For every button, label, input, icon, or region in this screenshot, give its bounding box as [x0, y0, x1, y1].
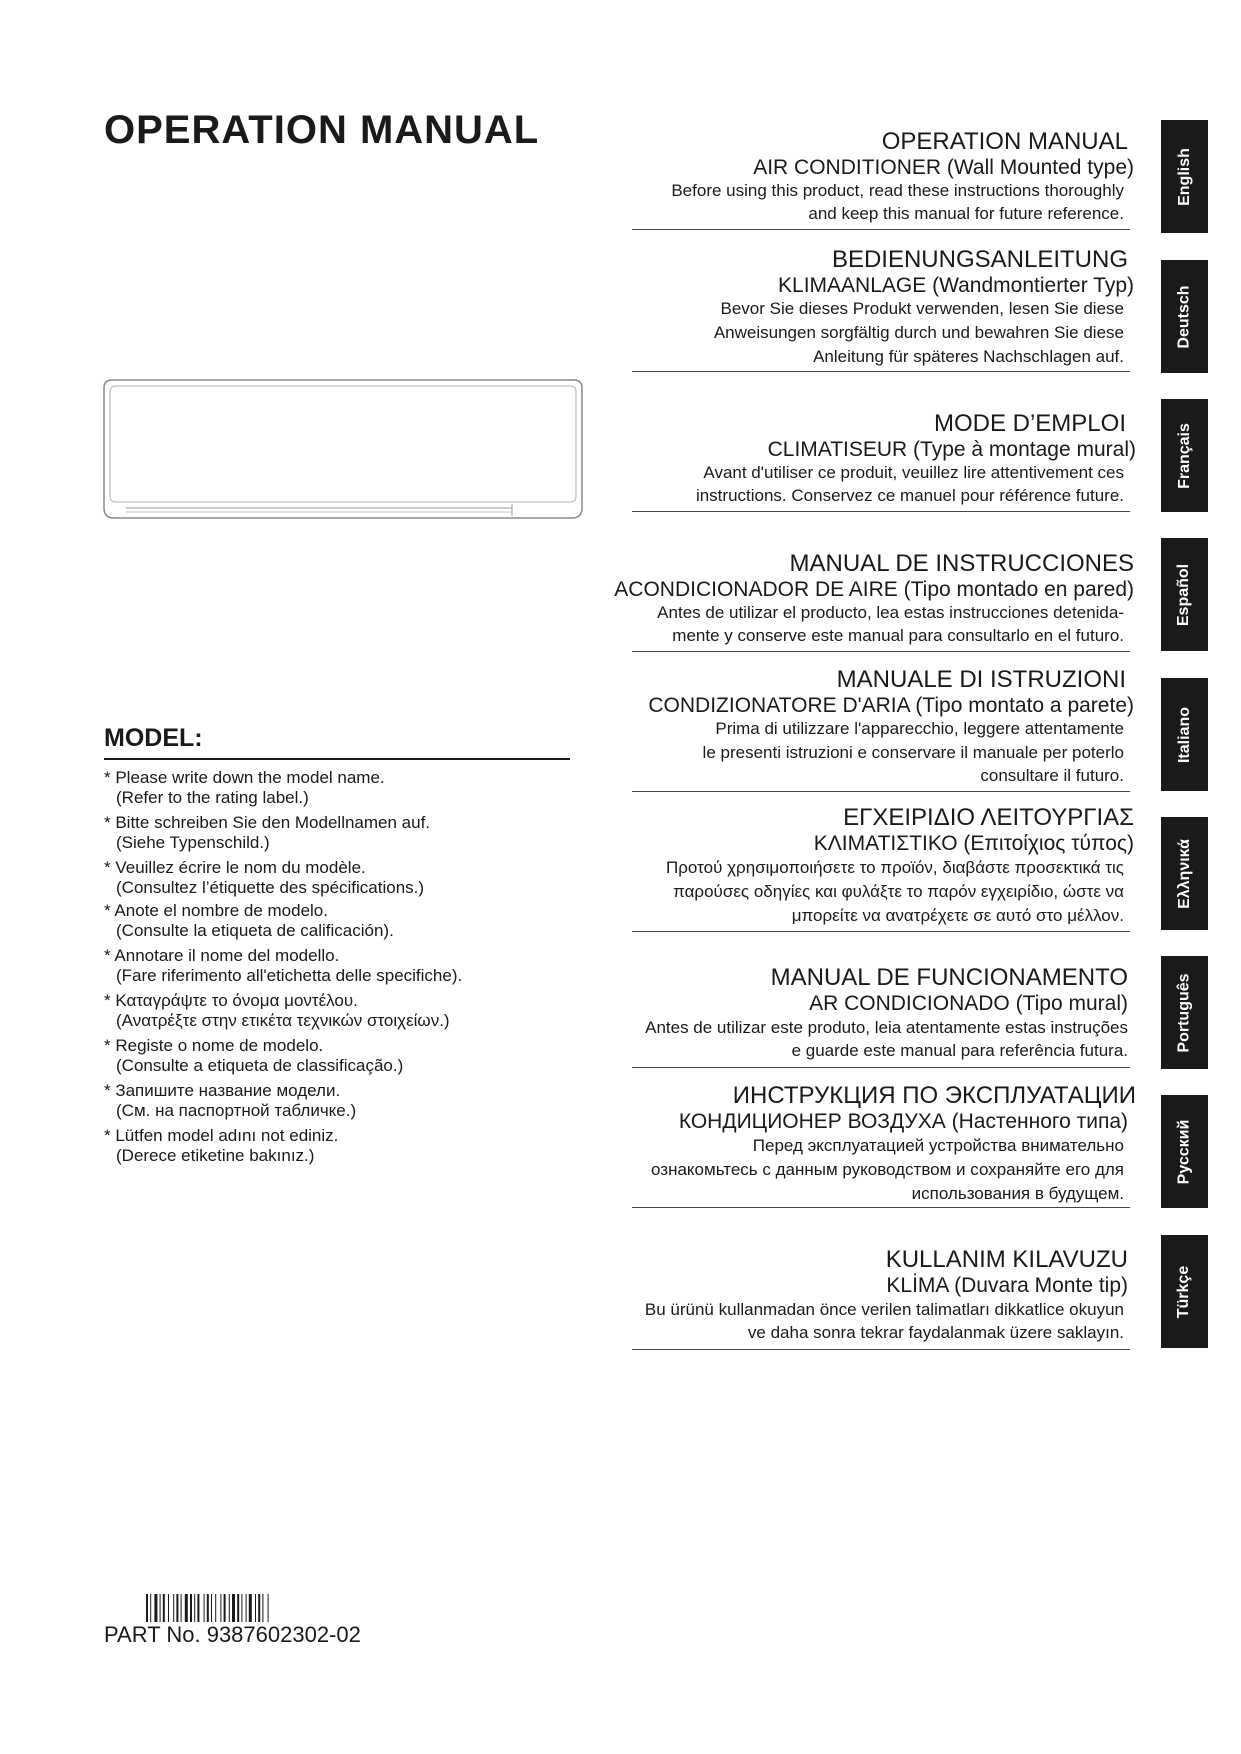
section-text-line: Avant d'utiliser ce produit, veuillez lire attentivement ces	[703, 463, 1124, 482]
section-title: MANUALE DI ISTRUZIONI	[836, 666, 1126, 693]
section-divider	[632, 1349, 1130, 1350]
tab-portugues[interactable]	[1161, 956, 1208, 1069]
model-instruction-line: * Registe o nome de modelo.	[104, 1036, 324, 1055]
section-title: ΕΓΧΕΙΡΙΔΙΟ ΛΕΙΤΟΥΡΓΙΑΣ	[843, 804, 1134, 831]
section-divider	[632, 229, 1130, 230]
section-ellinika	[624, 804, 1136, 932]
tab-ellinika[interactable]	[1161, 817, 1208, 930]
tab-label: Italiano	[1175, 706, 1193, 763]
model-instruction-line: (Fare riferimento all'etichetta delle specifiche).	[116, 966, 463, 985]
section-text-line: Anweisungen sorgfältig durch und bewahren Sie diese	[713, 323, 1124, 342]
section-divider	[632, 651, 1130, 652]
main-title: OPERATION MANUAL	[104, 108, 540, 152]
model-heading: MODEL:	[104, 724, 203, 752]
section-text-line: consultare il futuro.	[980, 766, 1124, 785]
section-italiano	[624, 666, 1136, 792]
section-text-line: Bu ürünü kullanmadan önce verilen talimatları dikkatlice okuyun	[644, 1300, 1124, 1319]
section-subtitle: CONDIZIONATORE D'ARIA (Tipo montato a parete)	[648, 694, 1134, 717]
tab-deutsch[interactable]	[1161, 260, 1208, 373]
section-francais	[624, 410, 1136, 512]
tab-label: Français	[1175, 422, 1193, 489]
tab-espanol[interactable]	[1161, 538, 1208, 651]
model-instruction-line: * Bitte schreiben Sie den Modellnamen auf.	[104, 813, 431, 832]
section-title: MODE D’EMPLOI	[933, 410, 1126, 437]
section-title: OPERATION MANUAL	[881, 128, 1128, 155]
barcode-icon	[146, 1594, 316, 1622]
section-divider	[632, 931, 1130, 932]
tab-label: Türkçe	[1175, 1265, 1193, 1318]
section-text-line: Antes de utilizar el producto, lea estas instrucciones detenida-	[657, 603, 1124, 622]
section-text-line: mente y conserve este manual para consultarlo en el futuro.	[672, 626, 1124, 645]
section-text-line: e guarde este manual para referência futura.	[791, 1041, 1128, 1060]
section-title: ИНСТРУКЦИЯ ПО ЭКСПЛУАТАЦИИ	[732, 1082, 1136, 1109]
section-text-line: использования в будущем.	[911, 1184, 1124, 1203]
section-divider	[632, 371, 1130, 372]
section-russkiy	[624, 1082, 1136, 1208]
tab-label: Deutsch	[1175, 284, 1193, 349]
section-divider	[632, 1207, 1130, 1208]
tab-italiano[interactable]	[1161, 678, 1208, 791]
section-text-line: and keep this manual for future reference.	[808, 204, 1124, 223]
section-text-line: μπορείτε να ανατρέχετε σε αυτό στο μέλλον.	[791, 906, 1124, 925]
tab-turkce[interactable]	[1161, 1235, 1208, 1348]
section-turkce	[624, 1246, 1136, 1350]
section-text-line: Перед эксплуатацией устройства внимательно	[752, 1136, 1124, 1155]
model-instruction-line: * Anote el nombre de modelo.	[104, 901, 328, 920]
model-instruction-line: * Veuillez écrire le nom du modèle.	[104, 858, 366, 877]
model-instruction-line: * Annotare il nome del modello.	[104, 946, 340, 965]
model-instruction-line: * Please write down the model name.	[104, 768, 385, 787]
air-conditioner-illustration	[102, 378, 584, 523]
section-divider	[632, 791, 1130, 792]
section-title: BEDIENUNGSANLEITUNG	[831, 246, 1128, 273]
tab-label: Русский	[1175, 1119, 1193, 1184]
tab-label: Português	[1175, 972, 1193, 1053]
section-title: KULLANIM KILAVUZU	[885, 1246, 1128, 1273]
section-text-line: Προτού χρησιμοποιήσετε το προϊόν, διαβάστε προσεκτικά τις	[665, 858, 1124, 877]
section-deutsch	[624, 244, 1136, 372]
model-instruction-line: (См. на паспортной табличке.)	[116, 1101, 357, 1120]
tab-label: English	[1175, 147, 1193, 206]
part-number: PART No. 9387602302-02	[104, 1622, 361, 1647]
section-subtitle: ACONDICIONADOR DE AIRE (Tipo montado en pared)	[614, 578, 1134, 601]
section-text-line: Before using this product, read these instructions thoroughly	[671, 181, 1124, 200]
section-portugues	[624, 964, 1136, 1068]
section-subtitle: AIR CONDITIONER (Wall Mounted type)	[753, 156, 1134, 179]
section-text-line: Prima di utilizzare l'apparecchio, leggere attentamente	[715, 719, 1124, 738]
section-subtitle: ΚΛΙΜΑΤΙΣΤΙΚΟ (Επιτοίχιος τύπος)	[813, 832, 1134, 855]
model-instruction-line: * Lütfen model adını not ediniz.	[104, 1126, 339, 1145]
section-subtitle: AR CONDICIONADO (Tipo mural)	[809, 992, 1128, 1015]
model-instruction-line: (Consulte la etiqueta de calificación).	[116, 921, 394, 940]
tab-francais[interactable]	[1161, 399, 1208, 512]
model-instruction-line: (Consulte a etiqueta de classificação.)	[116, 1056, 404, 1075]
section-subtitle: КОНДИЦИОНЕР ВОЗДУХА (Настенного типа)	[678, 1110, 1128, 1133]
tab-russkiy[interactable]	[1161, 1095, 1208, 1208]
section-text-line: παρούσες οδηγίες και φυλάξτε το παρόν εγχειρίδιο, ώστε να	[673, 882, 1124, 901]
model-instruction-line: (Ανατρέξτε στην ετικέτα τεχνικών στοιχείων.)	[116, 1011, 450, 1030]
model-instruction-line: * Запишите название модели.	[104, 1081, 341, 1100]
model-instruction-line: * Καταγράψτε το όνομα μοντέλου.	[104, 991, 358, 1010]
section-divider	[632, 1067, 1130, 1068]
tab-label: Ελληνικά	[1175, 838, 1193, 909]
model-instruction-line: (Derece etiketine bakınız.)	[116, 1146, 315, 1165]
model-instruction-line: (Refer to the rating label.)	[116, 788, 309, 807]
model-instruction-line: (Consultez l’étiquette des spécifications.)	[116, 878, 425, 897]
model-instruction-line: (Siehe Typenschild.)	[116, 833, 270, 852]
section-title: MANUAL DE INSTRUCCIONES	[789, 550, 1134, 577]
section-subtitle: KLIMAANLAGE (Wandmontierter Typ)	[778, 274, 1134, 297]
section-text-line: ознакомьтесь с данным руководством и сохраняйте его для	[651, 1160, 1124, 1179]
tab-english[interactable]	[1161, 120, 1208, 233]
section-text-line: Anleitung für späteres Nachschlagen auf.	[813, 347, 1124, 366]
section-espanol	[614, 550, 1136, 652]
section-text-line: ve daha sonra tekrar faydalanmak üzere saklayın.	[747, 1323, 1124, 1342]
section-text-line: Bevor Sie dieses Produkt verwenden, lesen Sie diese	[720, 299, 1124, 318]
section-text-line: Antes de utilizar este produto, leia atentamente estas instruções	[645, 1018, 1128, 1037]
section-subtitle: CLIMATISEUR (Type à montage mural)	[767, 438, 1136, 461]
tab-label: Español	[1175, 563, 1193, 626]
model-write-line	[104, 758, 570, 760]
section-title: MANUAL DE FUNCIONAMENTO	[770, 964, 1128, 991]
section-text-line: instructions. Conservez ce manuel pour référence future.	[695, 486, 1124, 505]
section-english	[624, 126, 1136, 230]
section-subtitle: KLİMA (Duvara Monte tip)	[886, 1274, 1128, 1297]
section-divider	[632, 511, 1130, 512]
section-text-line: le presenti istruzioni e conservare il manuale per poterlo	[702, 743, 1124, 762]
